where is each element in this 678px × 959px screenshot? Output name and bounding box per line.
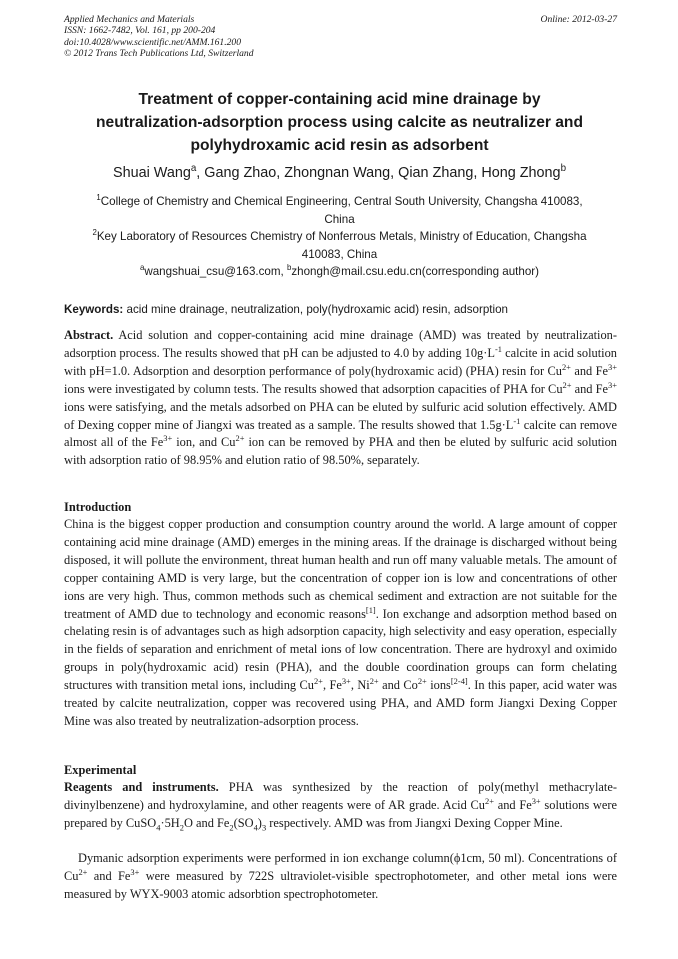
text-run: O and Fe — [183, 815, 230, 830]
section-heading-introduction: Introduction — [64, 500, 132, 514]
keywords — [64, 302, 617, 318]
keywords-text: acid mine drainage, neutralization, poly(hydroxamic acid) resin, adsorption — [123, 303, 509, 316]
text-run: ions — [426, 678, 451, 693]
text-run: and Fe — [87, 868, 131, 883]
text-run: . Ion exchange and adsorption method based on chelating resin is of advantages such as high adsorption capacity, high selectivity and easy operation, especially in the fields of separation and enrichment of metal ions of low concentration. There are hydroxyl and oximido groups in poly(hydroxamic acid) resin (PHA), and the double coordination groups can form chelating structures with transition metal ions, including Cu — [64, 606, 618, 693]
abstract — [64, 327, 617, 470]
text-run: ions were satisfying, and the metals adsorbed on PHA can be eluted by sulfuric acid solution effectively. AMD of Dexing copper mine of Jiangxi was treated as a sample. The results showed that 1.5g·L — [64, 399, 617, 432]
text-run: 2+ — [562, 379, 572, 390]
text-run: China is the biggest copper production and consumption country around the world. A large amount of copper containing acid mine drainage (AMD) emerges in the mining areas. If the drainage is discharged without being disposed, it will pollute the environment, threat human health and run off many valuable metals. The amount of copper containing AMD is very large, but the concentration of copper ion is low and concentrations of other ions are very high. Thus, common methods such as chemical sediment and extraction are not suitable for the treatment of AMD due to technology and economic reasons — [64, 517, 617, 621]
title-line: neutralization-adsorption process using calcite as neutralizer and — [96, 114, 583, 131]
online-date: Online: 2012-03-27 — [540, 14, 617, 25]
email-line — [64, 263, 615, 280]
copyright-line: © 2012 Trans Tech Publications Ltd, Switzerland — [64, 48, 254, 60]
journal-header — [64, 14, 617, 60]
text-run: ions were investigated by column tests. The results showed that adsorption capacities of PHA for Cu — [64, 381, 563, 396]
citation[interactable]: [1] — [365, 604, 376, 615]
journal-name: Applied Mechanics and Materials — [64, 14, 195, 25]
text-run: 2+ — [235, 433, 245, 444]
text-run: respectively. AMD was from Jiangxi Dexing Copper Mine. — [266, 815, 563, 830]
text-run: 2 — [179, 822, 184, 833]
text-run: College of Chemistry and Chemical Engineering, Central South University, Changsha 410083, — [100, 195, 583, 208]
text-run: and Fe — [571, 381, 609, 396]
keywords-label: Keywords: — [64, 303, 124, 316]
text-run: a — [190, 163, 197, 175]
text-run: 3+ — [130, 866, 140, 877]
subsection-label: Reagents and instruments. — [64, 780, 219, 794]
text-run: 3+ — [163, 433, 173, 444]
citation[interactable]: [2-4] — [450, 676, 468, 687]
author-names: , Gang Zhao, Zhongnan Wang, Qian Zhang, Hong Zhong — [196, 165, 561, 181]
experimental-paragraph-2 — [64, 850, 617, 904]
text-run: 3+ — [531, 795, 541, 806]
text-run: 4 — [156, 822, 161, 833]
text-run: -1 — [494, 343, 502, 354]
text-run: solutions were prepared by CuSO — [64, 797, 617, 830]
text-run: China — [324, 212, 355, 226]
text-run: PHA was synthesized by the reaction of poly(methyl methacrylate-divinylbenzene) and hydroxylamine, and other reagents were of AR grade. Acid Cu — [64, 780, 618, 812]
paper-title — [64, 88, 615, 157]
text-run: 3+ — [608, 379, 617, 390]
author-list — [64, 163, 615, 183]
section-heading-experimental: Experimental — [64, 763, 137, 777]
introduction-paragraph — [64, 516, 617, 731]
text-run: were measured by 722S ultraviolet-visible spectrophotometer, and other metal ions were measured by WYX-9003 atomic adsorbtion spectrophotometer. — [64, 868, 617, 901]
text-run: b — [560, 163, 567, 175]
text-run: 2+ — [313, 676, 323, 687]
text-run: calcite in acid solution with pH=1.0. Adsorption and desorption performance of poly(hydroxamic acid) (PHA) resin for Cu — [64, 345, 617, 378]
text-run: 1 — [96, 193, 101, 203]
text-run: -1 — [513, 415, 521, 426]
text-run: b — [286, 263, 292, 273]
text-run: 410083, China — [301, 247, 378, 261]
text-run: ·5H — [160, 815, 180, 830]
text-run: , Fe — [322, 678, 342, 693]
affiliation-1 — [64, 193, 615, 228]
text-run: . In this paper, acid water was treated by calcite neutralization, copper was recovered using PHA, and AMD form Jiangxi Dexing Copper Mine was also treated by neutralization-adsorption process. — [64, 678, 617, 728]
text-run: 3+ — [341, 676, 351, 687]
text-run: ) — [257, 815, 262, 830]
text-run: and Co — [378, 678, 418, 693]
text-run: Acid solution and copper-containing acid mine drainage (AMD) was treated by neutralization-adsorption process. The results showed that pH can be adjusted to 4.0 by adding 10g·L — [64, 328, 617, 360]
text-run: 3+ — [608, 361, 618, 372]
affiliation-2 — [64, 228, 615, 263]
author-name: Shuai Wang — [112, 165, 191, 181]
title-line: Treatment of copper-containing acid mine drainage by — [138, 91, 541, 108]
text-run: calcite can remove almost all of the Fe — [64, 417, 618, 450]
text-run: Dymanic adsorption experiments were performed in ion exchange column(ϕ1cm, 50 ml). Concentrations of Cu — [64, 851, 617, 883]
text-run: , Ni — [350, 678, 370, 693]
abstract-label: Abstract. — [64, 328, 114, 342]
text-run: and Fe — [493, 797, 532, 812]
experimental-paragraph — [64, 779, 617, 833]
title-line: polyhydroxamic acid resin as adsorbent — [190, 137, 489, 154]
issn-line: ISSN: 1662-7482, Vol. 161, pp 200-204 — [64, 25, 216, 37]
text-run: Key Laboratory of Resources Chemistry of Nonferrous Metals, Ministry of Education, Changsha — [96, 230, 587, 243]
doi-line: doi:10.4028/www.scientific.net/AMM.161.200 — [64, 36, 242, 48]
text-run: and Fe — [570, 363, 609, 378]
text-run: ion can be removed by PHA and then be eluted by sulfuric acid solution with adsorption ratio of 98.95% and elution ratio of 98.50%, separately. — [64, 435, 618, 468]
text-run: 2 — [92, 228, 97, 238]
text-run: a — [139, 263, 145, 273]
text-run: (SO — [233, 815, 254, 830]
text-run: 2+ — [78, 866, 88, 877]
text-run: 4 — [253, 822, 258, 833]
email-link[interactable]: wangshuai_csu@163.com, — [144, 265, 287, 278]
text-run: 3 — [261, 822, 267, 833]
text-run: 2+ — [484, 795, 494, 806]
text-run: 2+ — [561, 361, 571, 372]
email-link[interactable]: zhongh@mail.csu.edu.cn(corresponding author) — [291, 265, 540, 278]
text-run: 2 — [229, 822, 234, 833]
text-run: 2+ — [369, 676, 379, 687]
text-run: ion, and Cu — [172, 435, 236, 450]
text-run: 2+ — [417, 676, 427, 687]
